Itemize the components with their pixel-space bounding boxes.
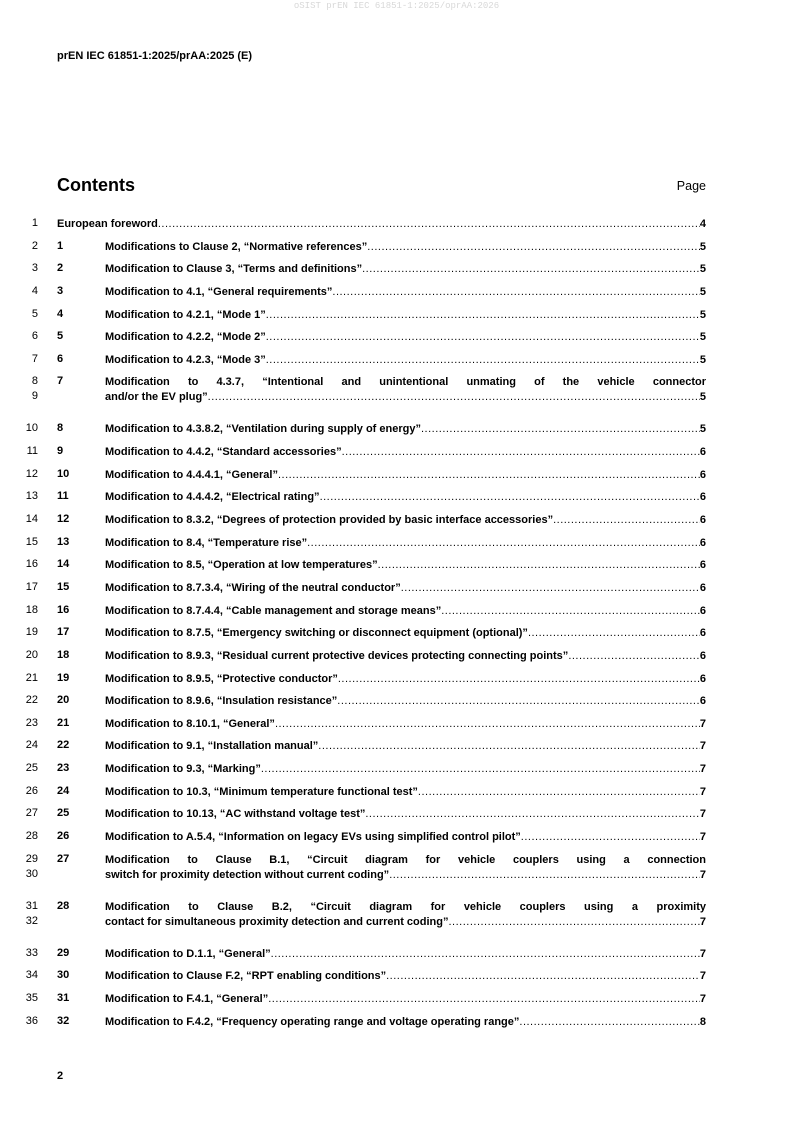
clause-number: 21 — [57, 716, 70, 729]
dot-leader — [553, 513, 700, 528]
toc-title-line: Modification to 4.3.8.2, “Ventilation during supply of energy” — [105, 423, 421, 436]
toc-entry[interactable] — [0, 604, 793, 627]
toc-entry-text — [105, 604, 706, 619]
dot-leader — [337, 694, 700, 709]
toc-page-number: 7 — [699, 717, 706, 730]
dot-leader — [441, 604, 700, 619]
toc-entry[interactable] — [0, 490, 793, 513]
line-number: 33 — [25, 946, 38, 959]
toc-title-line: Modification to F.4.2, “Frequency operating range and voltage operating range” — [105, 1015, 520, 1028]
toc-page-number: 7 — [699, 970, 706, 983]
clause-number: 28 — [57, 899, 70, 912]
clause-number: 3 — [57, 284, 64, 297]
toc-title-line: Modification to 4.2.1, “Mode 1” — [105, 308, 266, 321]
toc-entry-text — [105, 262, 706, 277]
line-number: 28 — [25, 830, 38, 843]
toc-entry-text — [105, 1015, 706, 1030]
toc-entry-text — [105, 717, 706, 732]
line-number: 1 — [31, 217, 38, 229]
toc-entry-text — [105, 694, 706, 709]
dot-leader — [158, 217, 700, 232]
toc-title-line: Modification to 4.4.2, “Standard accessories” — [105, 446, 342, 459]
toc-page-number: 7 — [699, 947, 706, 960]
toc-page-number: 7 — [699, 740, 706, 753]
dot-leader — [268, 992, 700, 1007]
toc-entry[interactable] — [0, 581, 793, 604]
dot-leader — [528, 626, 700, 641]
toc-page-number: 8 — [699, 1015, 706, 1028]
toc-entry[interactable] — [0, 969, 793, 992]
toc-entry-text — [105, 762, 706, 777]
dot-leader — [568, 649, 700, 664]
toc-entry-text — [105, 490, 706, 505]
toc-entry-text — [105, 558, 706, 573]
toc-entry[interactable] — [0, 330, 793, 353]
toc-title-line: switch for proximity detection without current coding” — [105, 868, 390, 881]
toc-page-number: 5 — [699, 263, 706, 276]
toc-page-number: 7 — [699, 763, 706, 776]
line-number: 4 — [31, 284, 38, 297]
page-column-label: Page — [676, 179, 706, 193]
dot-leader — [421, 422, 700, 437]
dot-leader — [320, 490, 700, 505]
dot-leader — [338, 672, 700, 687]
line-number: 14 — [25, 513, 38, 526]
line-number: 27 — [25, 807, 38, 820]
clause-number: 32 — [57, 1014, 70, 1027]
toc-entry[interactable] — [0, 900, 793, 947]
toc-title-line: Modification to D.1.1, “General” — [105, 947, 271, 960]
clause-number: 20 — [57, 694, 70, 707]
clause-number: 9 — [57, 445, 64, 458]
toc-page-number: 4 — [699, 218, 706, 230]
clause-number: 8 — [57, 422, 64, 435]
toc-entry[interactable] — [0, 649, 793, 672]
toc-entry[interactable] — [0, 992, 793, 1015]
watermark: oSIST prEN IEC 61851-1:2025/oprAA:2026 — [293, 1, 500, 11]
line-number: 35 — [25, 991, 38, 1004]
dot-leader — [332, 285, 699, 300]
toc-title-line: Modification to 8.4, “Temperature rise” — [105, 536, 308, 549]
toc-entry-text — [105, 969, 706, 984]
toc-entry[interactable] — [0, 853, 793, 900]
dot-leader — [307, 536, 700, 551]
toc-entry-text — [105, 536, 706, 551]
toc-title-line: Modification to 8.7.5, “Emergency switching or disconnect equipment (optional)” — [105, 627, 528, 640]
toc-entry-text — [105, 353, 706, 368]
toc-entry-text — [105, 626, 706, 641]
line-number: 26 — [25, 784, 38, 797]
line-number: 19 — [25, 626, 38, 639]
toc-entry-text — [105, 468, 706, 483]
dot-leader — [208, 390, 700, 405]
clause-number: 4 — [57, 307, 64, 320]
toc-entry-text — [105, 375, 706, 405]
toc-entry-text — [105, 992, 706, 1007]
toc-entry-text — [105, 445, 706, 460]
toc-page-number: 6 — [699, 491, 706, 504]
dot-leader — [266, 308, 700, 323]
toc-page-number: 5 — [699, 391, 706, 404]
toc-page-number: 6 — [699, 559, 706, 572]
line-number: 11 — [26, 445, 38, 458]
line-number: 9 — [31, 390, 38, 403]
line-number: 21 — [25, 671, 38, 684]
toc-entry[interactable] — [0, 536, 793, 559]
toc-title-line: Modification to 10.3, “Minimum temperature functional test” — [105, 785, 418, 798]
toc-title-line: contact for simultaneous proximity detection and current coding” — [105, 915, 449, 928]
toc-title-line: Modification to 8.10.1, “General” — [105, 717, 275, 730]
line-number: 20 — [25, 648, 38, 661]
clause-number: 12 — [57, 513, 70, 526]
toc-entry-text — [105, 513, 706, 528]
toc-entry-text — [105, 807, 706, 822]
line-number: 8 — [31, 375, 38, 388]
line-number: 13 — [25, 490, 38, 503]
dot-leader — [261, 762, 700, 777]
line-number: 22 — [25, 694, 38, 707]
clause-number: 14 — [57, 558, 70, 571]
toc-page-number: 5 — [699, 331, 706, 344]
toc-title-line: Modification to 4.2.3, “Mode 3” — [105, 353, 266, 366]
toc-title-line: Modification to 4.4.4.1, “General” — [105, 468, 278, 481]
toc-entry[interactable] — [0, 626, 793, 649]
clause-number: 11 — [57, 490, 69, 503]
dot-leader — [266, 330, 700, 345]
toc-entry-text — [105, 672, 706, 687]
toc-title-line: Modification to F.4.1, “General” — [105, 992, 269, 1005]
clause-number: 23 — [57, 762, 70, 775]
clause-number: 29 — [57, 946, 70, 959]
page-number: 2 — [57, 1070, 64, 1082]
dot-leader — [386, 969, 700, 984]
clause-number: 17 — [57, 626, 70, 639]
toc-entry[interactable] — [0, 807, 793, 830]
toc-title-line: Modification to 8.9.3, “Residual current protective devices protecting connecting points” — [105, 649, 569, 662]
toc-entry[interactable] — [0, 762, 793, 785]
toc-title-line: Modification to 8.9.6, “Insulation resistance” — [105, 695, 338, 708]
dot-leader — [318, 739, 700, 754]
clause-number: 10 — [57, 467, 70, 480]
line-number: 32 — [25, 914, 38, 927]
toc-entry[interactable] — [0, 739, 793, 762]
toc-page-number: 6 — [699, 649, 706, 662]
toc-entry[interactable] — [0, 694, 793, 717]
dot-leader — [342, 445, 700, 460]
clause-number: 16 — [57, 603, 70, 616]
toc-entry[interactable] — [0, 240, 793, 263]
toc-page-number: 6 — [699, 672, 706, 685]
toc-entry[interactable] — [0, 558, 793, 581]
toc-title-line: Modifications to Clause 2, “Normative references” — [105, 240, 368, 253]
line-number: 18 — [25, 603, 38, 616]
toc-entry[interactable] — [0, 445, 793, 468]
toc-page-number: 5 — [699, 285, 706, 298]
toc-title-line: Modification to 8.7.4.4, “Cable management and storage means” — [105, 604, 442, 617]
line-number: 5 — [31, 307, 38, 320]
clause-number: 19 — [57, 671, 70, 684]
contents-title: Contents — [57, 175, 135, 195]
line-number: 15 — [25, 535, 38, 548]
toc-page-number: 5 — [699, 240, 706, 253]
toc-title-line: Modification to 9.1, “Installation manual” — [105, 740, 319, 753]
toc-entry-text — [105, 853, 706, 883]
line-number: 12 — [25, 467, 38, 480]
line-number: 30 — [25, 867, 38, 880]
toc-entry[interactable] — [0, 375, 793, 422]
toc-page-number: 7 — [699, 831, 706, 844]
table-of-contents — [0, 217, 793, 1037]
toc-entry[interactable] — [0, 513, 793, 536]
toc-page-number: 6 — [699, 695, 706, 708]
line-number: 10 — [25, 422, 38, 435]
toc-entry[interactable] — [0, 308, 793, 331]
clause-number: 15 — [57, 580, 70, 593]
toc-page-number: 5 — [699, 308, 706, 321]
toc-entry-text — [105, 830, 706, 845]
dot-leader — [418, 785, 700, 800]
toc-entry-text — [105, 308, 706, 323]
line-number: 17 — [25, 580, 38, 593]
toc-page-number: 7 — [699, 808, 706, 821]
dot-leader — [275, 717, 700, 732]
line-number: 16 — [25, 558, 38, 571]
toc-title-line: Modification to 4.2.2, “Mode 2” — [105, 331, 266, 344]
line-number: 23 — [25, 716, 38, 729]
toc-title-line: European foreword — [57, 218, 158, 230]
toc-entry[interactable] — [0, 785, 793, 808]
toc-entry[interactable] — [0, 717, 793, 740]
toc-title-line: Modification to 9.3, “Marking” — [105, 763, 261, 776]
line-number: 6 — [31, 330, 38, 343]
toc-title-line: and/or the EV plug” — [105, 391, 208, 404]
clause-number: 2 — [57, 262, 64, 275]
clause-number: 18 — [57, 648, 70, 661]
toc-title-line: Modification to 8.5, “Operation at low temperatures” — [105, 559, 378, 572]
line-number: 31 — [25, 899, 38, 912]
dot-leader — [378, 558, 700, 573]
toc-entry-text — [105, 900, 706, 930]
dot-leader — [365, 807, 700, 822]
toc-title-line: Modification to Clause B.2, “Circuit diagram for vehicle couplers using a proximity — [105, 900, 706, 913]
toc-title-line: Modification to 8.9.5, “Protective conductor” — [105, 672, 338, 685]
clause-number: 27 — [57, 852, 70, 865]
line-number: 7 — [31, 352, 38, 365]
toc-entry-text — [105, 330, 706, 345]
line-number: 29 — [25, 852, 38, 865]
toc-page-number: 6 — [699, 514, 706, 527]
toc-page-number: 6 — [699, 604, 706, 617]
dot-leader — [521, 830, 700, 845]
toc-page-number: 6 — [699, 536, 706, 549]
toc-title-line: Modification to 10.13, “AC withstand voltage test” — [105, 808, 366, 821]
toc-title-line: Modification to Clause B.1, “Circuit diagram for vehicle couplers using a connection — [105, 853, 706, 866]
toc-entry-text — [57, 217, 706, 232]
dot-leader — [367, 240, 700, 255]
toc-entry[interactable] — [0, 947, 793, 970]
toc-page-number: 6 — [699, 468, 706, 481]
toc-page-number: 6 — [699, 446, 706, 459]
toc-entry-text — [105, 422, 706, 437]
clause-number: 25 — [57, 807, 70, 820]
toc-title-line: Modification to 8.7.3.4, “Wiring of the neutral conductor” — [105, 581, 401, 594]
line-number: 24 — [25, 739, 38, 752]
toc-title-line: Modification to Clause 3, “Terms and definitions” — [105, 263, 363, 276]
toc-entry[interactable] — [0, 830, 793, 853]
toc-title-line: Modification to 4.3.7, “Intentional and unintentional unmating of the vehicle connector — [105, 376, 706, 389]
clause-number: 26 — [57, 830, 70, 843]
dot-leader — [266, 353, 700, 368]
line-number: 25 — [25, 762, 38, 775]
toc-page-number: 7 — [699, 915, 706, 928]
toc-page-number: 5 — [699, 353, 706, 366]
toc-entry[interactable] — [0, 262, 793, 285]
clause-number: 31 — [57, 991, 70, 1004]
clause-number: 13 — [57, 535, 70, 548]
toc-entry[interactable] — [0, 468, 793, 491]
toc-entry-text — [105, 785, 706, 800]
dot-leader — [401, 581, 700, 596]
toc-entry[interactable] — [0, 217, 793, 240]
dot-leader — [519, 1015, 699, 1030]
clause-number: 22 — [57, 739, 70, 752]
dot-leader — [449, 915, 700, 930]
clause-number: 5 — [57, 330, 64, 343]
clause-number: 6 — [57, 352, 64, 365]
line-number: 3 — [31, 262, 38, 275]
toc-entry[interactable] — [0, 285, 793, 308]
toc-entry[interactable] — [0, 353, 793, 376]
document-header: prEN IEC 61851-1:2025/prAA:2025 (E) — [57, 50, 253, 62]
toc-page-number: 6 — [699, 627, 706, 640]
toc-page-number: 7 — [699, 868, 706, 881]
dot-leader — [389, 868, 700, 883]
toc-entry[interactable] — [0, 672, 793, 695]
clause-number: 1 — [57, 239, 64, 252]
toc-page-number: 6 — [699, 581, 706, 594]
clause-number: 7 — [57, 375, 64, 388]
toc-entry-text — [105, 739, 706, 754]
toc-title-line: Modification to Clause F.2, “RPT enabling conditions” — [105, 970, 387, 983]
toc-title-line: Modification to 4.1, “General requirements” — [105, 285, 333, 298]
toc-page-number: 5 — [699, 423, 706, 436]
toc-entry-text — [105, 240, 706, 255]
toc-title-line: Modification to 8.3.2, “Degrees of protection provided by basic interface accessories” — [105, 514, 554, 527]
toc-page-number: 7 — [699, 785, 706, 798]
toc-entry[interactable] — [0, 422, 793, 445]
line-number: 36 — [25, 1014, 38, 1027]
toc-title-line: Modification to A.5.4, “Information on legacy EVs using simplified control pilot” — [105, 831, 521, 844]
toc-entry-text — [105, 285, 706, 300]
toc-entry-text — [105, 649, 706, 664]
line-number: 2 — [31, 239, 38, 252]
toc-entry[interactable] — [0, 1015, 793, 1038]
clause-number: 30 — [57, 969, 70, 982]
dot-leader — [362, 262, 700, 277]
clause-number: 24 — [57, 784, 70, 797]
dot-leader — [278, 468, 700, 483]
toc-page-number: 7 — [699, 992, 706, 1005]
toc-entry-text — [105, 947, 706, 962]
line-number: 34 — [25, 969, 38, 982]
toc-title-line: Modification to 4.4.4.2, “Electrical rating” — [105, 491, 320, 504]
toc-entry-text — [105, 581, 706, 596]
dot-leader — [271, 947, 700, 962]
